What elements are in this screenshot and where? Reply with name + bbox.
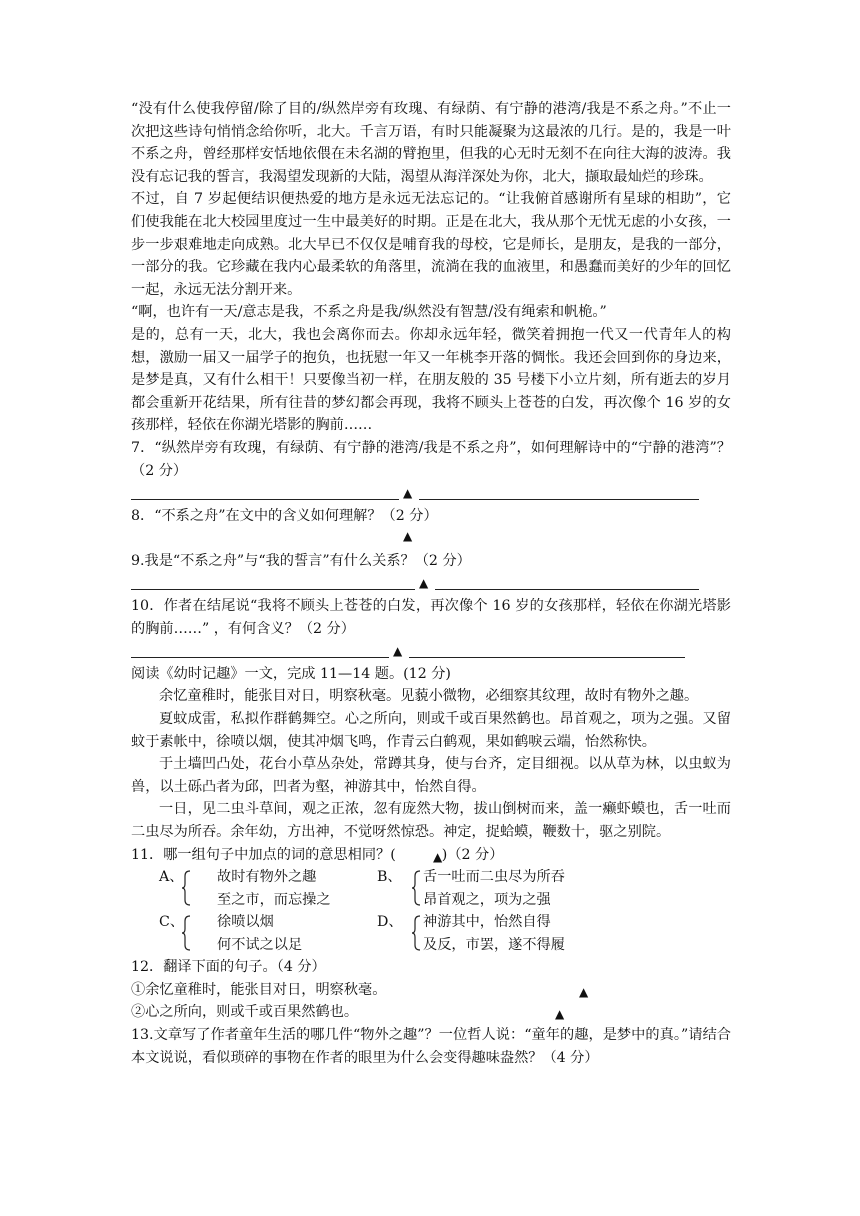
- exam-page: [131, 98, 731, 1069]
- brace-icon: [411, 870, 421, 906]
- passage2-para-4: 一日，见二虫斗草间，观之正浓，忽有庞然大物，拔山倒树而来，盖一癞虾蟆也，舌一吐而二虫尽为所吞。余年幼，方出神，不觉呀然惊恐。神定，捉蛤蟆，鞭数十，驱之别院。: [131, 801, 731, 840]
- passage2-para-3: 于土墙凹凸处，花台小草丛杂处，常蹲其身，使与台齐，定目细视。以从草为林，以虫蚁为兽，以土砾凸者为邱，凹者为壑，神游其中，怡然自得。: [131, 756, 731, 795]
- answer-line-10[interactable]: [131, 640, 731, 663]
- option-line-2: 至之市，而忘操之: [217, 891, 331, 908]
- passage2-para-1: 余忆童稚时，能张目对日，明察秋毫。见藐小微物，必细察其纹理，故时有物外之趣。: [159, 688, 699, 705]
- option-letter: D、: [377, 914, 403, 931]
- question-12-item-2: [131, 1001, 731, 1024]
- answer-line-9[interactable]: [131, 572, 731, 595]
- option-letter: C、: [159, 914, 185, 931]
- brace-icon: [181, 915, 191, 951]
- option-letter: B、: [377, 869, 402, 886]
- answer-mark: ▲: [403, 529, 413, 544]
- answer-mark: ▲: [419, 576, 429, 591]
- passage2-para-2: 夏蚊成雷，私拟作群鹤舞空。心之所向，则或千或百果然鹤也。昂首观之，项为之强。又留蚊于素帐中，徐喷以烟，使其冲烟飞鸣，作青云白鹤观，果如鹤唳云端，怡然称快。: [131, 711, 731, 750]
- answer-mark: ▲: [555, 1007, 565, 1022]
- passage1-para-3: “啊，也许有一天/意志是我，不系之舟是我/纵然没有智慧/没有绳索和帆桅。”: [131, 304, 607, 321]
- question-12-sentence-2: ②心之所向，则或千或百果然鹤也。: [131, 1004, 359, 1021]
- question-12-sentence-1: ①余忆童稚时，能张目对日，明察秋毫。: [131, 981, 387, 998]
- option-line-2: 何不试之以足: [217, 936, 303, 953]
- question-11-options: [131, 866, 731, 956]
- answer-line-7[interactable]: [131, 482, 731, 505]
- answer-mark: ▲: [403, 486, 413, 501]
- question-7: 7．“纵然岸旁有玫瑰，有绿荫、有宁静的港湾/我是不系之舟”，如何理解诗中的“宁静的港湾”？（2 分）: [131, 439, 731, 479]
- option-line-1: 故时有物外之趣: [217, 869, 317, 886]
- option-line-1: 舌一吐而二虫尽为所吞: [423, 869, 565, 886]
- answer-mark: ▲: [393, 644, 403, 659]
- question-11-stem: 11．哪一组句子中加点的词的意思相同？(: [131, 846, 396, 863]
- question-13: 13.文章写了作者童年生活的哪几件“物外之趣”？一位哲人说：“童年的趣，是梦中的真。”请结合本文说说，看似琐碎的事物在作者的眼里为什么会变得趣味盎然？（4 分）: [131, 1026, 731, 1066]
- question-12-item-1: [131, 979, 731, 1002]
- question-9: 9.我是“不系之舟”与“我的誓言”有什么关系？（2 分）: [131, 552, 471, 569]
- question-11-score: )（2 分）: [441, 846, 504, 863]
- option-letter: A、: [159, 869, 184, 886]
- option-line-1: 徐喷以烟: [217, 914, 274, 931]
- answer-line-8[interactable]: [131, 527, 731, 550]
- option-line-1: 神游其中，怡然自得: [423, 914, 551, 931]
- question-8: 8．“不系之舟”在文中的含义如何理解？（2 分）: [131, 507, 438, 524]
- option-line-2: 及反，市罢，遂不得履: [423, 936, 565, 953]
- brace-icon: [181, 870, 191, 906]
- answer-mark: ▲: [579, 984, 589, 999]
- question-12: 12．翻译下面的句子。（4 分）: [131, 959, 326, 976]
- option-line-2: 昂首观之，项为之强: [423, 891, 551, 908]
- question-10: 10．作者在结尾说“我将不顾头上苍苍的白发，再次像个 16 岁的女孩那样，轻依在你湖光塔影的胸前……” ，有何含义？（2 分）: [131, 598, 731, 637]
- brace-icon: [411, 915, 421, 951]
- answer-mark: ▲: [433, 849, 443, 864]
- passage1-para-4: 是的，总有一天，北大，我也会离你而去。你却永远年轻，微笑着拥抱一代又一代青年人的构想，激励一届又一届学子的抱负，也抚慰一年又一年桃李开落的惆怅。我还会回到你的身边来，是梦是真，又有什么相干！只要像当初一样，在朋友般的 35 号楼下小立片刻，所有逝去的岁月都会重新开花结果，所有往昔的梦幻都会再现，我将不顾头上苍苍的白发，再次像个 16 岁的女孩那样，轻依在你湖光塔影的胸前……: [131, 326, 731, 434]
- passage1-para-2: 不过，自 7 岁起便结识便热爱的地方是永远无法忘记的。“让我俯首感谢所有星球的相助”，它们使我能在北大校园里度过一生中最美好的时期。正是在北大，我从那个无忧无虑的小女孩，一步一步艰难地走向成熟。北大早已不仅仅是哺育我的母校，它是师长，是朋友，是我的一部分，一部分的我。它珍藏在我内心最柔软的角落里，流淌在我的血液里，和愚蠢而美好的少年的回忆一起，永远无法分割开来。: [131, 191, 731, 298]
- question-11: [131, 844, 731, 867]
- reading-intro: 阅读《幼时记趣》一文，完成 11—14 题。(12 分): [131, 665, 451, 682]
- passage1-para-1: “没有什么使我停留/除了目的/纵然岸旁有玫瑰、有绿荫、有宁静的港湾/我是不系之舟。”不止一次把这些诗句悄悄念给你听，北大。千言万语，有时只能凝聚为这最浓的几行。是的，我是一叶不系之舟，曾经那样安恬地依偎在未名湖的臂抱里，但我的心无时无刻不在向往大海的波涛。我没有忘记我的誓言，我渴望发现新的大陆，渴望从海洋深处为你，北大，撷取最灿烂的珍珠。: [131, 101, 731, 185]
